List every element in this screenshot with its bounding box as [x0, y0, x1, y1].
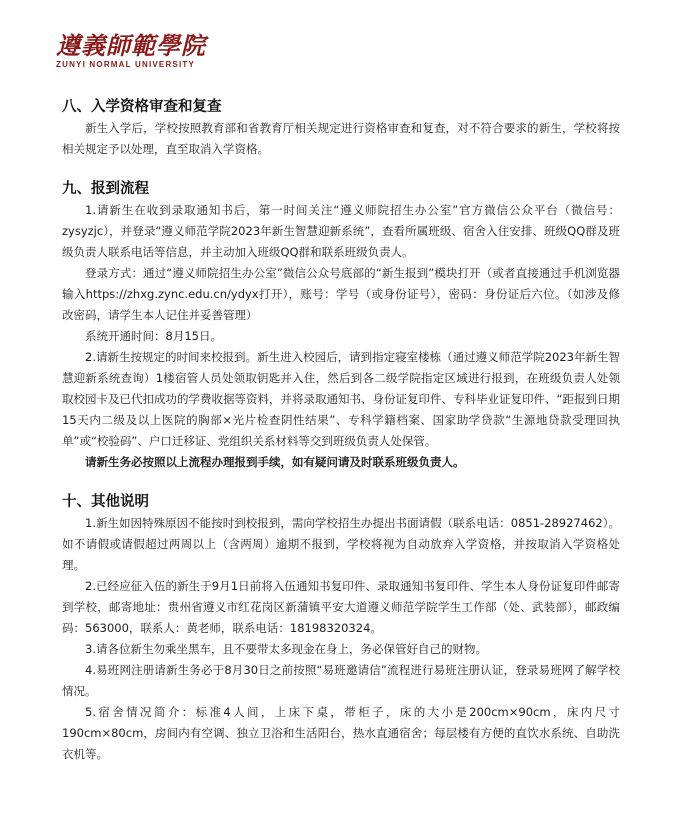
section-9-notice: 请新生务必按照以上流程办理报到手续，如有疑问请及时联系班级负责人。 [85, 455, 465, 469]
section-10-item-1: 1.新生如因特殊原因不能按时到校报到，需向学校招生办提出书面请假（联系电话：0851-28927462）。如不请假或请假超过两周以上（含两周）逾期不报到，学校将视为自动放弃入学资格，并按取消入学资格处理。 [62, 516, 620, 572]
document-body [62, 96, 620, 765]
section-10-item-4: 4.易班网注册请新生务必于8月30日之前按照“易班邀请信”流程进行易班注册认证，登录易班网了解学校情况。 [62, 663, 620, 698]
university-logo [56, 32, 236, 78]
section-9-title: 九、报到流程 [62, 181, 149, 197]
section-gap [62, 473, 620, 491]
section-10-item-5: 5.宿舍情况简介：标准4人间，上床下桌，带柜子，床的大小是200cm×90cm，床内尺寸190cm×80cm，房间内有空调、独立卫浴和生活阳台，热水直通宿舍；每层楼有方便的直饮水系统、自助洗衣机等。 [62, 705, 620, 761]
section-10-title: 十、其他说明 [62, 494, 149, 510]
section-9-system-open-time: 系统开通时间：8月15日。 [85, 329, 222, 343]
section-8-paragraph: 新生入学后，学校按照教育部和省教育厅相关规定进行资格审查和复查，对不符合要求的新生，学校将按相关规定予以处理，直至取消入学资格。 [62, 121, 620, 156]
section-gap [62, 160, 620, 178]
logo-chinese-name: 遵義師範學院 [56, 31, 206, 60]
logo-english-name: ZUNYI NORMAL UNIVERSITY [56, 60, 196, 69]
section-9-paragraph-1: 1.请新生在收到录取通知书后，第一时间关注“遵义师院招生办公室”官方微信公众平台（微信号：zysyzjc），并登录“遵义师范学院2023年新生智慧迎新系统”，查看所属班级、宿舍入住安排、班级QQ群及班级负责人联系电话等信息，并主动加入班级QQ群和联系班级负责人。 [62, 203, 620, 259]
section-8-title: 八、入学资格审查和复查 [62, 99, 222, 115]
section-9-login-method: 登录方式：通过“遵义师院招生办公室”微信公众号底部的“新生报到”模块打开（或者直接通过手机浏览器输入https://zhxg.zync.edu.cn/ydyx打开），账号：学号（或身份证号），密码：身份证后六位。（如涉及修改密码，请学生本人记住并妥善管理） [62, 266, 620, 322]
section-10-item-2: 2.已经应征入伍的新生于9月1日前将入伍通知书复印件、录取通知书复印件、学生本人身份证复印件邮寄到学校，邮寄地址：贵州省遵义市红花岗区新蒲镇平安大道遵义师范学院学生工作部（处、武装部），邮政编码：563000，联系人：黄老师，联系电话：18198320324。 [62, 579, 620, 635]
section-9-paragraph-2: 2.请新生按规定的时间来校报到。新生进入校园后，请到指定寝室楼栋（通过遵义师范学院2023年新生智慧迎新系统查询）1楼宿管人员处领取钥匙并入住，然后到各二级学院指定区域进行报到，在班级负责人处领取校园卡及已代扣成功的学费收据等资料，并将录取通知书、身份证复印件、专科毕业证复印件、“距报到日期15天内二级及以上医院的胸部×光片检查阴性结果”、专科学籍档案、国家助学贷款“生源地贷款受理回执单”或“校验码”、户口迁移证、党组织关系材料等交到班级负责人处保管。 [62, 350, 620, 448]
section-10-item-3: 3.请各位新生勿乘坐黑车，且不要带太多现金在身上，务必保管好自己的财物。 [85, 642, 487, 656]
